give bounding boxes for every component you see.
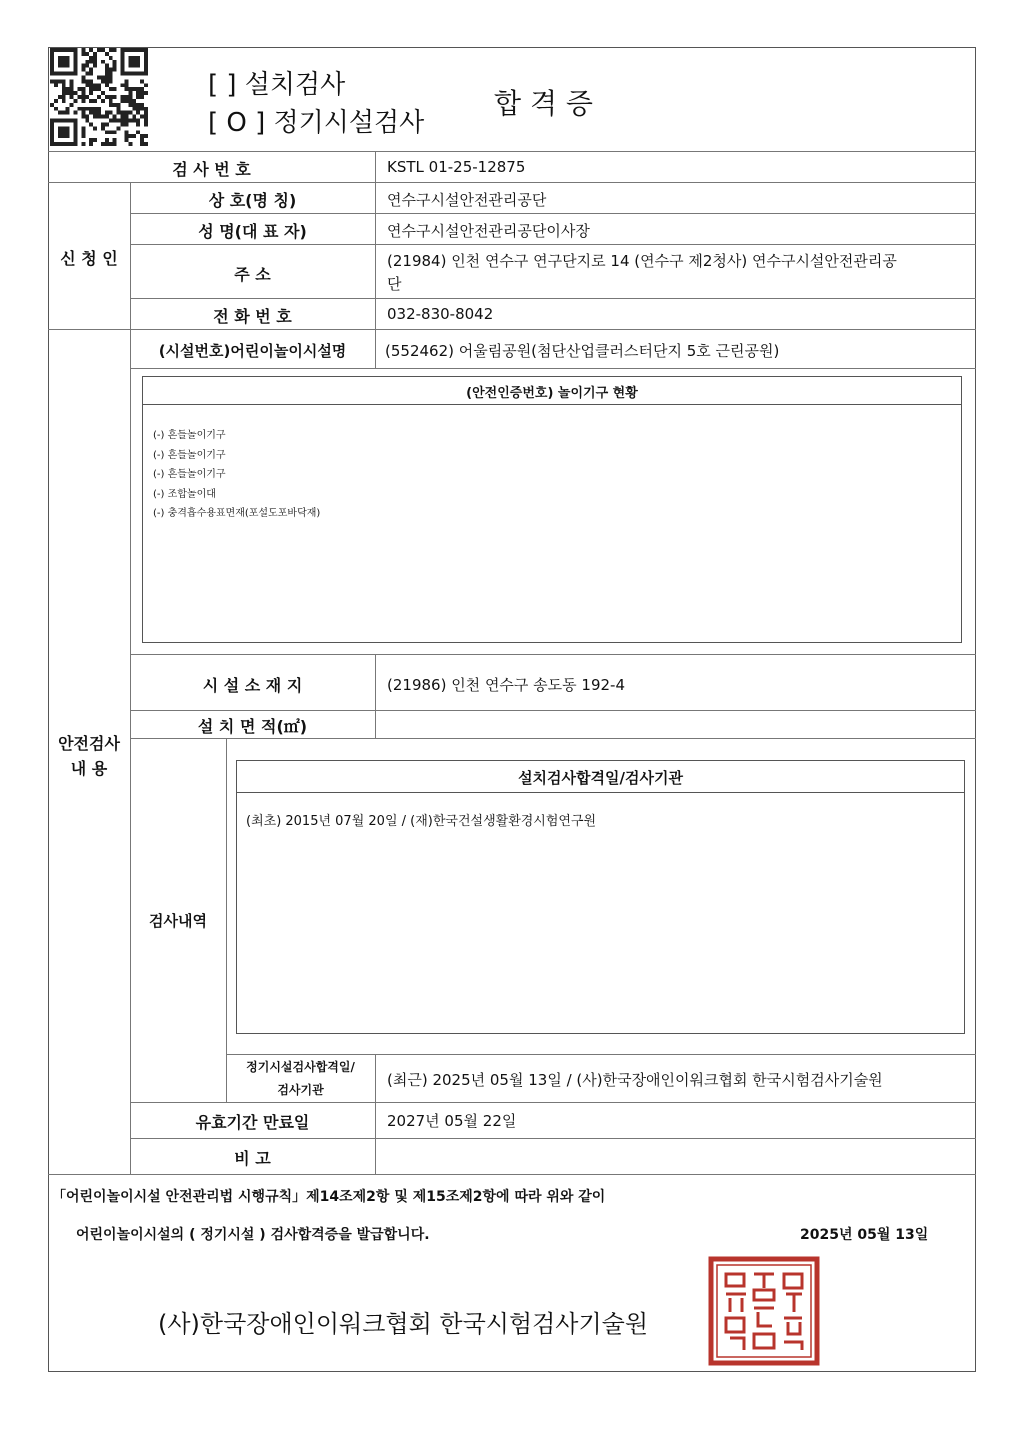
list-item: (-) 조합놀이대: [153, 488, 216, 500]
regular-pass-label: 정기시설검사합격일/: [246, 1060, 355, 1074]
divider: [375, 151, 376, 369]
divider: [226, 738, 227, 1102]
representative-value: 연수구시설안전관리공단이사장: [387, 222, 590, 240]
history-label: 검사내역: [149, 912, 207, 930]
inspection-number-value: KSTL 01-25-12875: [387, 158, 526, 176]
remarks-label: 비 고: [234, 1149, 271, 1168]
divider: [130, 1102, 976, 1103]
inspection-number-label: 검 사 번 호: [172, 160, 251, 179]
phone-label: 전 화 번 호: [213, 307, 292, 326]
list-item: (-) 흔들놀이기구: [153, 469, 226, 480]
phone-value: 032-830-8042: [387, 305, 494, 323]
address-value-line2: 단: [387, 275, 402, 293]
equipment-list: [153, 426, 320, 524]
qr-code-icon: [50, 48, 148, 146]
official-seal-stamp: [708, 1256, 820, 1366]
address-value-line1: (21984) 인천 연수구 연구단지로 14 (연수구 제2청사) 연수구시설안전관리공: [387, 252, 897, 270]
statement-line-2: 어린이놀이시설의 ( 정기시설 ) 검사합격증을 발급합니다.: [76, 1227, 430, 1243]
install-pass-value: (최초) 2015년 07월 20일 / (재)한국건설생활환경시험연구원: [246, 814, 597, 829]
facility-name-label: (시설번호)어린이놀이시설명: [158, 342, 347, 360]
company-label: 상 호(명 칭): [208, 191, 297, 210]
divider: [130, 1138, 976, 1139]
page-title: 합 격 증: [494, 87, 593, 120]
divider: [226, 1054, 976, 1055]
divider: [375, 654, 376, 738]
facility-name-value: (552462) 어울림공원(첨단산업클러스터단지 5호 근린공원): [385, 342, 780, 360]
divider: [130, 298, 976, 299]
divider: [130, 368, 976, 369]
equipment-title: (안전인증번호) 놀이기구 현황: [466, 386, 638, 401]
safety-section-label-2: 내 용: [70, 759, 108, 778]
issuer-name: (사)한국장애인이워크협회 한국시험검사기술원: [158, 1310, 649, 1338]
list-item: (-) 흔들놀이기구: [153, 430, 226, 441]
address-label: 주 소: [234, 265, 271, 284]
divider: [48, 329, 976, 330]
area-label: 설 치 면 적(㎡): [197, 717, 308, 736]
divider: [130, 738, 976, 739]
company-value: 연수구시설안전관리공단: [387, 191, 547, 209]
safety-section-label: 안전검사: [58, 734, 120, 753]
install-pass-title: 설치검사합격일/검사기관: [518, 769, 683, 787]
list-item: (-) 흔들놀이기구: [153, 449, 226, 461]
install-inspection-checkbox: [ ] 설치검사: [208, 70, 346, 100]
divider: [48, 182, 976, 183]
divider: [130, 710, 976, 711]
install-pass-divider: [236, 792, 965, 793]
divider: [48, 151, 976, 152]
regular-pass-value: (최근) 2025년 05월 13일 / (사)한국장애인이워크협회 한국시험검사기술원: [387, 1071, 883, 1089]
install-pass-box: [236, 760, 965, 1034]
divider: [130, 213, 976, 214]
regular-pass-label-2: 검사기관: [277, 1083, 324, 1097]
expiry-value: 2027년 05월 22일: [387, 1112, 517, 1130]
list-item: (-) 충격흡수용표면재(포설도포바닥재): [153, 508, 321, 519]
divider: [375, 1054, 376, 1174]
statement-line-1: 「어린이놀이시설 안전관리법 시행규칙」제14조제2항 및 제15조제2항에 따라 위와 같이: [52, 1189, 606, 1205]
equipment-box-divider: [142, 404, 962, 405]
applicant-label: 신 청 인: [60, 249, 118, 268]
divider: [130, 654, 976, 655]
expiry-label: 유효기간 만료일: [195, 1113, 310, 1132]
divider: [48, 1174, 976, 1175]
regular-inspection-checkbox: [ O ] 정기시설검사: [208, 108, 425, 138]
location-label: 시 설 소 재 지: [202, 676, 303, 695]
issue-date: 2025년 05월 13일: [800, 1227, 929, 1243]
divider: [130, 244, 976, 245]
representative-label: 성 명(대 표 자): [198, 222, 307, 241]
location-value: (21986) 인천 연수구 송도동 192-4: [387, 676, 626, 694]
